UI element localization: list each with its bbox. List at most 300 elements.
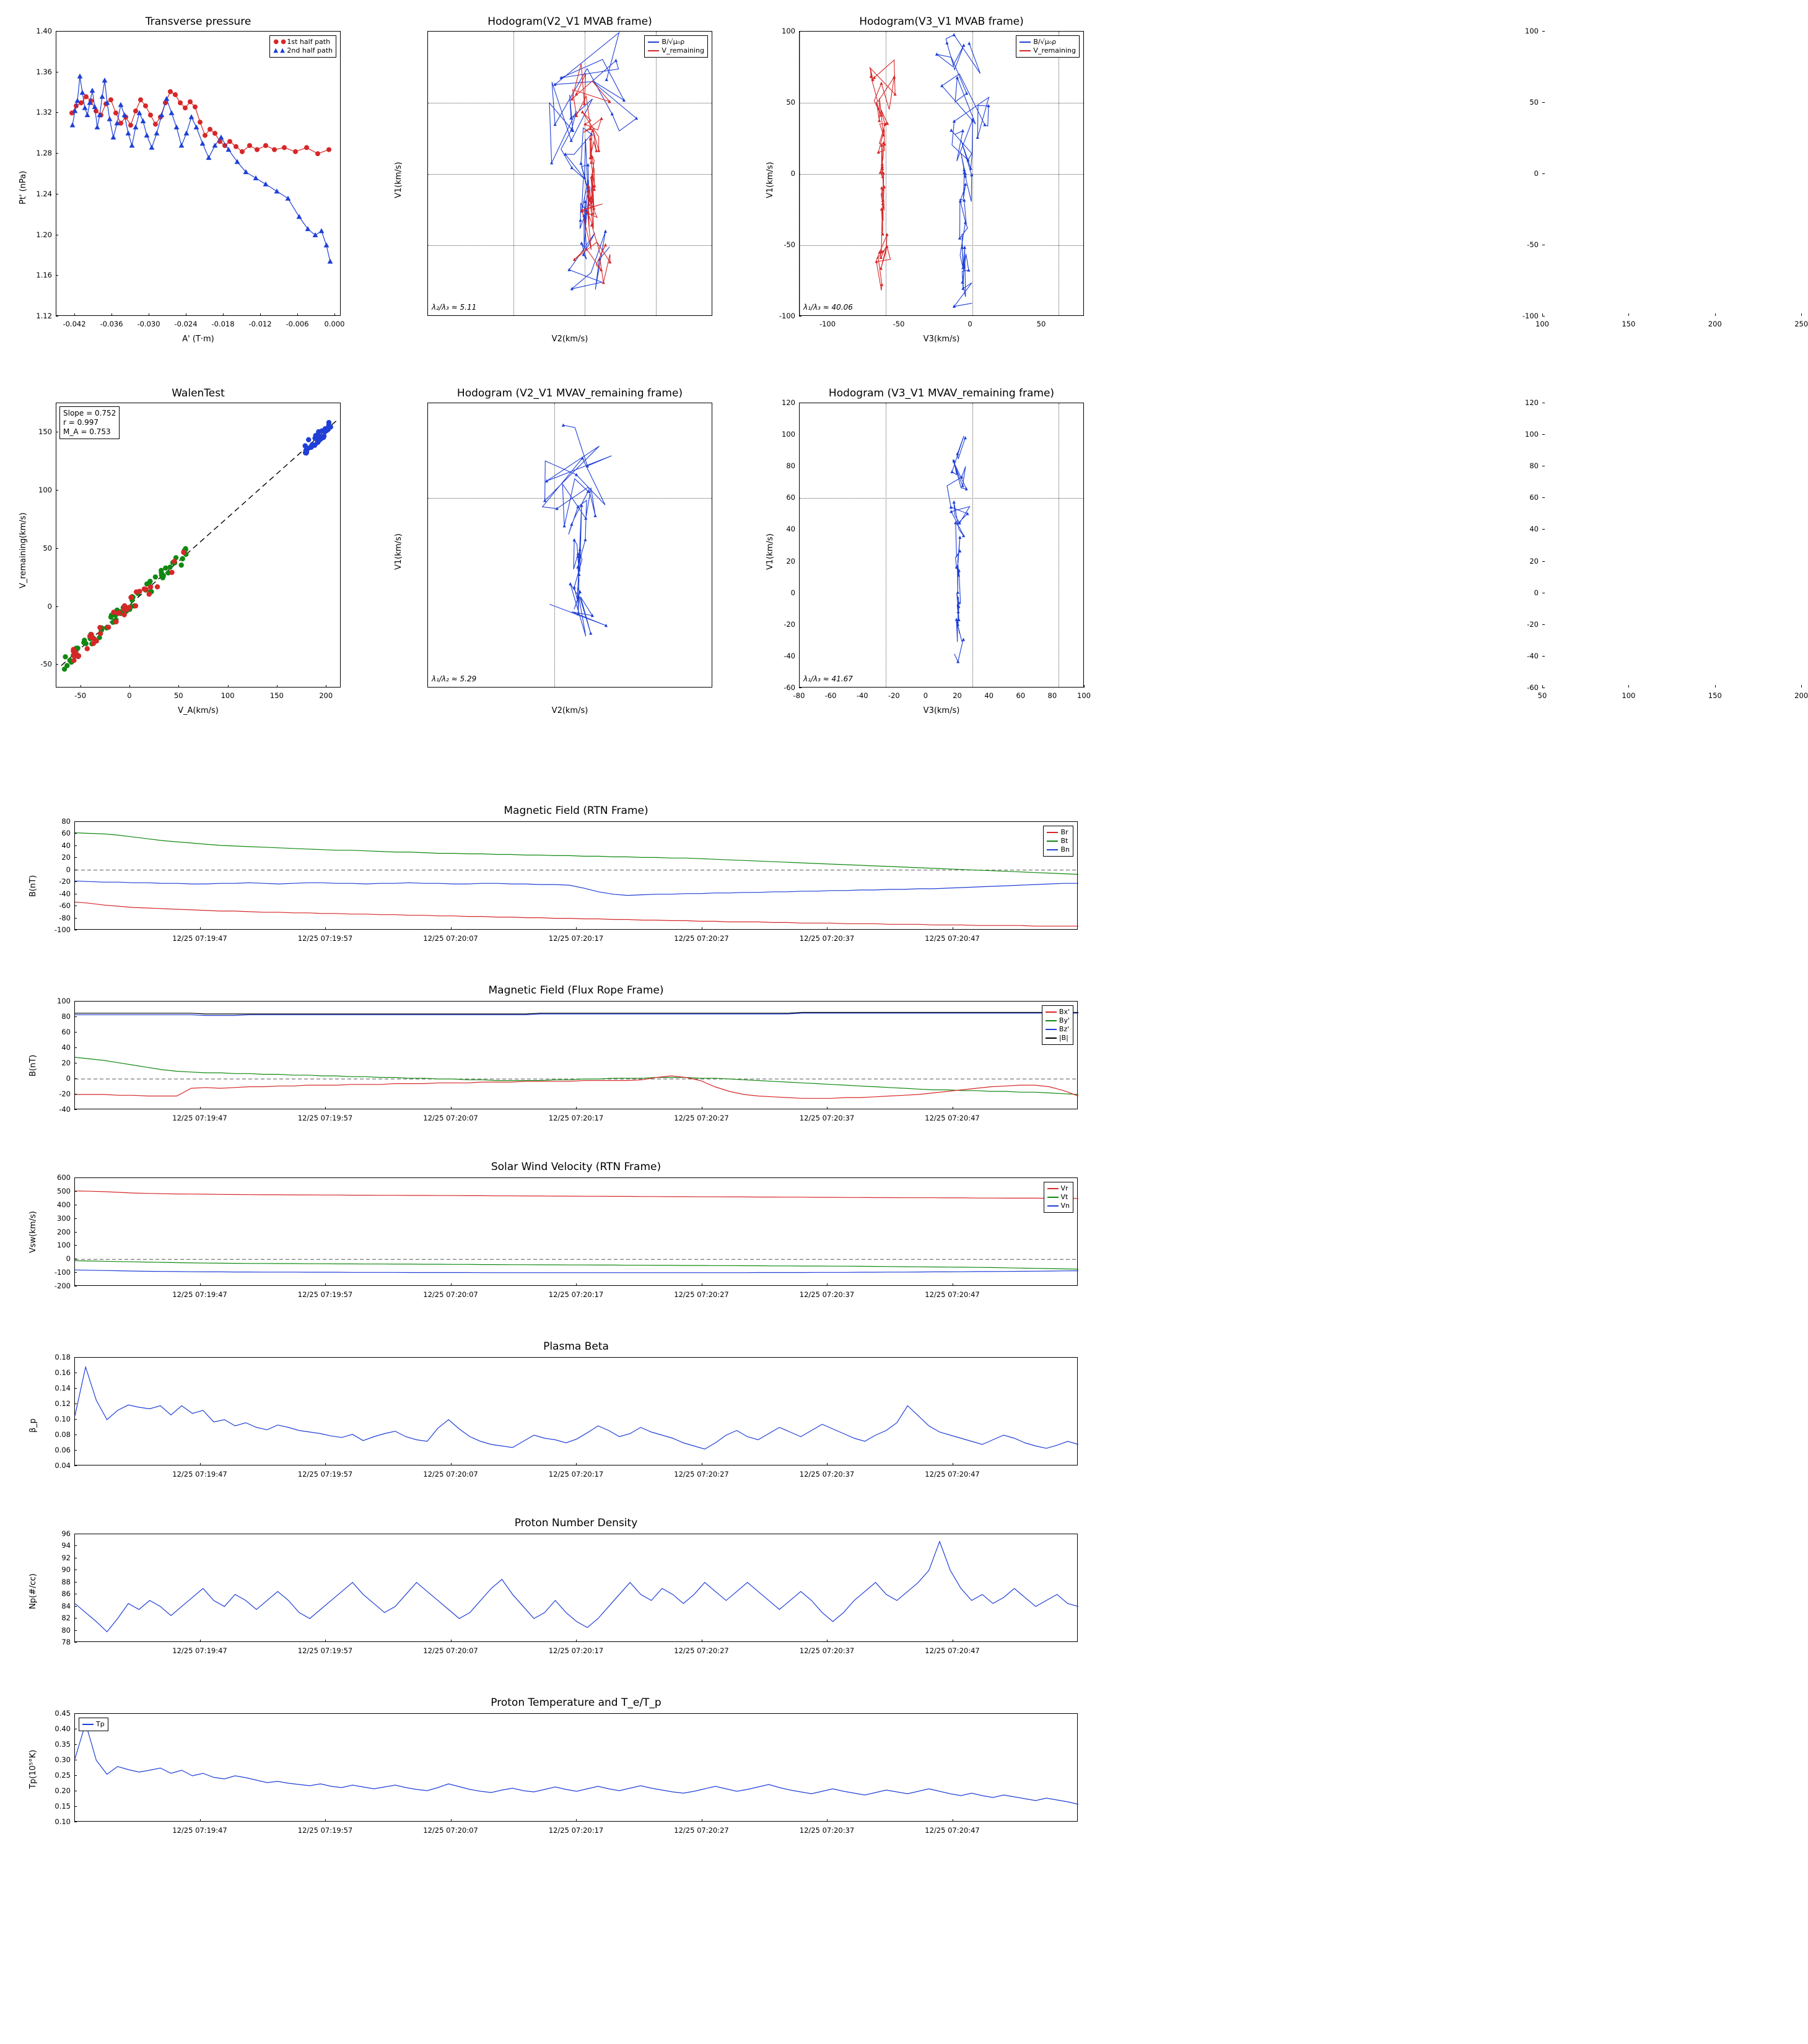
x-tick-label: 12/25 07:20:07 xyxy=(423,934,478,943)
y-tick-mark xyxy=(74,1016,77,1017)
y-tick-label: 80 xyxy=(61,817,71,826)
y-tick-label: 100 xyxy=(782,27,795,35)
panel-title: Transverse pressure xyxy=(145,15,251,28)
legend-swatch-b xyxy=(1020,41,1031,43)
y-tick-label: 600 xyxy=(57,1173,71,1182)
y-tick-label: -100 xyxy=(54,925,71,934)
y-axis-label: Tp(10⁵°K) xyxy=(28,1749,38,1789)
plot-area-transverse-pressure xyxy=(56,15,341,316)
legend-label-1: Bt xyxy=(1060,837,1068,845)
x-tick-label: 0.000 xyxy=(324,320,345,328)
x-tick-label: -0.012 xyxy=(248,320,272,328)
series-hodogram-v2v1-mvab xyxy=(428,32,713,317)
series-transverse-pressure xyxy=(56,32,341,317)
y-tick-label: 100 xyxy=(1525,430,1539,439)
y-tick-label: -60 xyxy=(1527,683,1539,692)
walen-stats-box xyxy=(59,406,120,439)
y-tick-label: 500 xyxy=(57,1186,71,1195)
x-tick-label: 12/25 07:20:07 xyxy=(423,1826,478,1835)
plot-area-proton-temperature xyxy=(74,1697,1078,1822)
x-tick-label: 12/25 07:20:27 xyxy=(674,1290,729,1299)
y-tick-mark xyxy=(56,31,58,32)
series-hodogram-v3v1-mvav xyxy=(800,403,1085,688)
y-tick-label: 1.24 xyxy=(36,189,52,198)
x-tick-label: 12/25 07:19:57 xyxy=(297,1826,353,1835)
annotation-eigenvalue-ratio: λ₁/λ₃ ≈ 40.06 xyxy=(803,303,853,312)
y-tick-label: 100 xyxy=(1525,27,1539,35)
legend-proton-temperature xyxy=(79,1718,108,1731)
legend-hodogram-v2v1-mvab xyxy=(644,35,708,58)
x-tick-label: -0.030 xyxy=(137,320,160,328)
y-tick-label: -40 xyxy=(784,651,795,660)
x-tick-label: 12/25 07:19:47 xyxy=(172,1114,227,1122)
y-tick-mark xyxy=(56,548,58,549)
y-tick-mark xyxy=(74,821,77,822)
legend-label-0: Bx' xyxy=(1059,1008,1070,1016)
legend-hodogram-v3v1-mvab xyxy=(1016,35,1080,58)
x-tick-label: -100 xyxy=(819,320,836,328)
plot-area-hodogram-v2v1-mvab xyxy=(427,15,712,316)
panel-title: Proton Temperature and T_e/T_p xyxy=(491,1697,662,1709)
y-tick-label: 92 xyxy=(61,1553,71,1562)
x-tick-label: 100 xyxy=(221,691,235,700)
x-tick-mark xyxy=(325,1819,326,1822)
y-axis-label: V1(km/s) xyxy=(766,533,775,570)
x-tick-mark xyxy=(576,927,577,930)
y-tick-label: 1.40 xyxy=(36,27,52,35)
panel-proton-number-density xyxy=(0,1511,1115,1669)
y-tick-label: 20 xyxy=(61,853,71,862)
legend-label-2: Bz' xyxy=(1059,1025,1070,1033)
panel-title: Magnetic Field (Flux Rope Frame) xyxy=(488,984,664,997)
y-axis-label: V_remaining(km/s) xyxy=(19,512,28,588)
x-tick-mark xyxy=(827,927,828,930)
y-tick-mark xyxy=(1542,624,1545,625)
y-axis-label: B(nT) xyxy=(28,1054,38,1077)
y-axis-label: V1(km/s) xyxy=(394,533,403,570)
x-tick-label: 12/25 07:20:27 xyxy=(674,1114,729,1122)
plot-area-proton-number-density xyxy=(74,1517,1078,1642)
x-tick-mark xyxy=(827,1463,828,1465)
legend-label-0: Vr xyxy=(1060,1184,1068,1192)
walen-ma: M_A = 0.753 xyxy=(63,427,111,436)
x-tick-label: 80 xyxy=(1047,691,1057,700)
x-tick-label: 50 xyxy=(1036,320,1046,328)
x-tick-label: 12/25 07:20:47 xyxy=(925,1646,980,1655)
x-tick-mark xyxy=(451,1819,452,1822)
x-tick-label: 12/25 07:20:47 xyxy=(925,1114,980,1122)
panel-proton-temperature xyxy=(0,1691,1115,1849)
x-tick-label: 12/25 07:19:47 xyxy=(172,934,227,943)
panel-title: Hodogram(V3_V1 MVAB frame) xyxy=(859,15,1024,28)
legend-solar-wind-velocity-rtn xyxy=(1044,1182,1074,1213)
y-tick-label: -50 xyxy=(1527,240,1539,249)
x-tick-label: 12/25 07:19:57 xyxy=(297,1646,353,1655)
y-tick-label: 84 xyxy=(61,1601,71,1610)
walen-r: r = 0.997 xyxy=(63,418,98,427)
panel-title: Magnetic Field (RTN Frame) xyxy=(504,805,649,817)
panel-title: Hodogram (V3_V1 MVAV_remaining frame) xyxy=(828,387,1055,400)
x-tick-mark xyxy=(576,1283,577,1286)
legend-magnetic-field-rtn xyxy=(1043,826,1073,857)
legend-marker-circle: ● ● xyxy=(273,38,287,45)
annotation-eigenvalue-ratio: λ₂/λ₃ ≈ 5.11 xyxy=(432,303,477,312)
y-tick-label: 100 xyxy=(57,997,71,1005)
y-tick-label: 0.18 xyxy=(55,1353,71,1361)
x-tick-label: 20 xyxy=(953,691,962,700)
x-tick-label: 12/25 07:20:17 xyxy=(548,1114,604,1122)
y-tick-label: -80 xyxy=(59,913,71,922)
y-tick-label: 0.20 xyxy=(55,1786,71,1795)
series-solar-wind-velocity-rtn xyxy=(75,1178,1078,1286)
x-axis-label: V3(km/s) xyxy=(923,334,960,344)
y-tick-label: 0.35 xyxy=(55,1740,71,1749)
y-tick-label: 60 xyxy=(786,493,795,502)
x-tick-label: 12/25 07:20:07 xyxy=(423,1114,478,1122)
x-tick-label: 150 xyxy=(1708,691,1722,700)
series-hodogram-v2v1-mvav xyxy=(428,403,713,688)
x-tick-label: 12/25 07:20:17 xyxy=(548,1470,604,1478)
legend-label-1: By' xyxy=(1059,1016,1070,1024)
series-hodogram-v3v1-mvab xyxy=(800,32,1085,317)
legend-label-3: |B| xyxy=(1059,1034,1068,1042)
panel-magnetic-field-rtn xyxy=(0,799,1115,957)
x-tick-mark xyxy=(325,1640,326,1642)
y-tick-mark xyxy=(74,1419,77,1420)
x-tick-label: 60 xyxy=(1016,691,1026,700)
y-tick-mark xyxy=(74,1001,77,1002)
y-tick-mark xyxy=(74,1713,77,1714)
x-tick-mark xyxy=(576,1463,577,1465)
x-tick-mark xyxy=(325,1107,326,1109)
x-tick-mark xyxy=(827,1107,828,1109)
y-tick-label: 90 xyxy=(61,1565,71,1574)
x-tick-mark xyxy=(228,685,229,688)
x-tick-label: 200 xyxy=(1708,320,1722,328)
y-tick-label: 150 xyxy=(38,427,52,436)
panel-title: Proton Number Density xyxy=(514,1517,638,1529)
panel-hodogram-v3v1-mvav xyxy=(743,372,1808,718)
y-tick-label: 40 xyxy=(61,841,71,850)
y-tick-label: 50 xyxy=(1529,98,1539,107)
y-tick-label: 86 xyxy=(61,1589,71,1599)
x-tick-label: -50 xyxy=(74,691,87,700)
x-tick-label: 40 xyxy=(984,691,994,700)
y-tick-label: -50 xyxy=(784,240,795,249)
y-tick-label: 78 xyxy=(61,1638,71,1646)
y-tick-label: 0.08 xyxy=(55,1430,71,1439)
panel-title: Plasma Beta xyxy=(543,1340,609,1353)
y-tick-label: 0.15 xyxy=(55,1802,71,1810)
y-tick-mark xyxy=(74,1744,77,1745)
legend-swatch xyxy=(1046,1037,1057,1039)
y-tick-mark xyxy=(74,1047,77,1048)
y-tick-mark xyxy=(74,845,77,846)
plot-area-walen-test xyxy=(56,387,341,688)
y-tick-label: 88 xyxy=(61,1577,71,1586)
y-tick-label: -100 xyxy=(779,312,795,320)
y-tick-label: -60 xyxy=(59,901,71,911)
x-tick-mark xyxy=(1715,685,1716,688)
y-tick-label: 1.20 xyxy=(36,230,52,239)
x-tick-label: 0 xyxy=(967,320,972,328)
x-tick-label: 100 xyxy=(1622,691,1636,700)
y-tick-label: 0 xyxy=(790,169,795,178)
y-tick-label: 1.36 xyxy=(36,67,52,76)
y-tick-mark xyxy=(56,153,58,154)
y-tick-label: 0.16 xyxy=(55,1368,71,1377)
x-tick-label: 12/25 07:20:37 xyxy=(799,1114,855,1122)
y-axis-label: Pt' (nPa) xyxy=(19,170,28,204)
x-tick-label: 12/25 07:19:47 xyxy=(172,1470,227,1478)
y-tick-mark xyxy=(74,1357,77,1358)
y-tick-mark xyxy=(74,1272,77,1273)
legend-marker-triangle: ▲ ▲ xyxy=(273,47,285,54)
y-tick-mark xyxy=(74,1218,77,1219)
y-tick-label: 1.32 xyxy=(36,108,52,117)
y-tick-mark xyxy=(74,1177,77,1178)
y-tick-mark xyxy=(1542,497,1545,498)
y-tick-label: 0 xyxy=(1534,169,1539,178)
plot-area-solar-wind-velocity-rtn xyxy=(74,1161,1078,1286)
y-tick-label: 60 xyxy=(61,1028,71,1036)
x-tick-mark xyxy=(576,1107,577,1109)
y-tick-label: -20 xyxy=(1527,619,1539,629)
y-tick-label: -100 xyxy=(54,1268,71,1277)
y-tick-label: 0 xyxy=(1534,588,1539,597)
annotation-eigenvalue-ratio: λ₁/λ₃ ≈ 41.67 xyxy=(803,675,853,683)
x-tick-label: 12/25 07:20:17 xyxy=(548,1646,604,1655)
y-tick-mark xyxy=(1542,102,1545,103)
y-tick-label: 1.28 xyxy=(36,149,52,158)
y-tick-mark xyxy=(74,1450,77,1451)
y-tick-mark xyxy=(74,833,77,834)
x-tick-mark xyxy=(1801,685,1802,688)
legend-label-1: V_remaining xyxy=(1033,46,1076,55)
x-tick-mark xyxy=(451,1283,452,1286)
y-tick-label: 120 xyxy=(1525,398,1539,407)
panel-title: WalenTest xyxy=(172,387,225,400)
y-tick-label: 100 xyxy=(782,430,795,439)
legend-label-0: Br xyxy=(1060,828,1068,836)
x-tick-mark xyxy=(297,313,298,316)
y-tick-mark xyxy=(74,1245,77,1246)
x-tick-label: 12/25 07:19:57 xyxy=(297,934,353,943)
y-tick-label: 1.16 xyxy=(36,271,52,280)
y-tick-mark xyxy=(56,275,58,276)
x-tick-label: 12/25 07:20:37 xyxy=(799,934,855,943)
legend-swatch xyxy=(1047,849,1058,850)
y-axis-label: Vsw(km/s) xyxy=(28,1210,38,1253)
y-tick-label: 0.10 xyxy=(55,1817,71,1826)
plot-area-hodogram-v3v1-mvab xyxy=(799,15,1084,316)
x-tick-mark xyxy=(451,1640,452,1642)
x-tick-label: -0.036 xyxy=(100,320,123,328)
x-tick-label: 12/25 07:20:27 xyxy=(674,934,729,943)
x-tick-label: -60 xyxy=(824,691,837,700)
x-axis-label: A' (T·m) xyxy=(182,334,214,344)
x-tick-mark xyxy=(827,1640,828,1642)
panel-hodogram-v3v1-mvab xyxy=(743,0,1808,347)
legend-label-1: Vt xyxy=(1060,1193,1068,1201)
y-tick-mark xyxy=(74,1465,77,1466)
x-tick-mark xyxy=(178,685,179,688)
x-tick-label: 0 xyxy=(923,691,928,700)
legend-label-1: 2nd half path xyxy=(287,46,333,55)
x-axis-label: V_A(km/s) xyxy=(178,706,219,715)
panel-title: Hodogram(V2_V1 MVAB frame) xyxy=(487,15,652,28)
y-tick-label: 60 xyxy=(61,829,71,838)
y-tick-mark xyxy=(74,1388,77,1389)
x-tick-label: 12/25 07:20:17 xyxy=(548,934,604,943)
panel-plasma-beta xyxy=(0,1335,1115,1493)
y-axis-label: Np(#/cc) xyxy=(28,1573,38,1609)
y-tick-mark xyxy=(74,1630,77,1631)
y-tick-label: 1.12 xyxy=(36,312,52,320)
y-tick-label: 60 xyxy=(1529,493,1539,502)
x-tick-mark xyxy=(576,1819,577,1822)
y-tick-label: 40 xyxy=(61,1043,71,1052)
x-tick-label: 200 xyxy=(1794,691,1808,700)
y-tick-mark xyxy=(74,1642,77,1643)
y-tick-mark xyxy=(74,1806,77,1807)
legend-swatch xyxy=(1047,1197,1059,1198)
y-tick-mark xyxy=(1542,316,1545,317)
y-axis-label: V1(km/s) xyxy=(394,162,403,198)
x-tick-label: 12/25 07:20:47 xyxy=(925,1290,980,1299)
x-tick-label: 50 xyxy=(173,691,183,700)
y-axis-label: β_p xyxy=(28,1418,38,1433)
x-tick-label: 12/25 07:19:57 xyxy=(297,1114,353,1122)
y-tick-mark xyxy=(74,1109,77,1110)
x-tick-label: 12/25 07:19:57 xyxy=(297,1470,353,1478)
y-tick-label: -40 xyxy=(59,889,71,898)
x-tick-label: 0 xyxy=(127,691,132,700)
x-tick-mark xyxy=(200,1283,201,1286)
series-proton-temperature xyxy=(75,1714,1078,1822)
y-tick-label: 0 xyxy=(66,865,71,874)
y-tick-label: 300 xyxy=(57,1213,71,1223)
y-tick-label: 100 xyxy=(57,1241,71,1250)
x-tick-mark xyxy=(827,1819,828,1822)
y-tick-mark xyxy=(74,1545,77,1546)
x-tick-mark xyxy=(260,313,261,316)
x-tick-label: 12/25 07:19:47 xyxy=(172,1826,227,1835)
x-axis-label: V2(km/s) xyxy=(551,706,588,715)
x-tick-mark xyxy=(1628,313,1629,316)
y-tick-label: 0.30 xyxy=(55,1755,71,1764)
y-tick-mark xyxy=(74,1606,77,1607)
legend-swatch xyxy=(1047,1205,1059,1207)
x-tick-mark xyxy=(451,1107,452,1109)
legend-swatch xyxy=(1046,1020,1057,1021)
legend-swatch xyxy=(1047,841,1058,842)
legend-label-0: Tp xyxy=(96,1720,105,1728)
x-tick-label: -80 xyxy=(793,691,805,700)
x-tick-label: -0.042 xyxy=(63,320,86,328)
x-tick-mark xyxy=(200,1819,201,1822)
x-tick-mark xyxy=(200,1107,201,1109)
y-tick-mark xyxy=(1542,434,1545,435)
y-tick-label: 20 xyxy=(61,1059,71,1067)
legend-label-2: Bn xyxy=(1060,845,1070,854)
y-tick-label: 0.25 xyxy=(55,1771,71,1780)
y-tick-label: 20 xyxy=(786,556,795,566)
x-tick-mark xyxy=(200,1640,201,1642)
series-walen-test xyxy=(56,403,341,688)
x-tick-label: 250 xyxy=(1794,320,1808,328)
series-proton-number-density xyxy=(75,1534,1078,1643)
x-tick-label: -20 xyxy=(888,691,900,700)
x-tick-label: 12/25 07:20:17 xyxy=(548,1290,604,1299)
y-tick-label: 0.40 xyxy=(55,1724,71,1733)
x-tick-label: 150 xyxy=(1622,320,1636,328)
x-tick-mark xyxy=(200,927,201,930)
y-tick-label: 94 xyxy=(61,1541,71,1550)
x-tick-label: 12/25 07:19:47 xyxy=(172,1646,227,1655)
y-tick-label: 50 xyxy=(786,98,795,107)
legend-swatch-b xyxy=(648,41,659,43)
x-tick-mark xyxy=(1628,685,1629,688)
y-tick-label: -50 xyxy=(40,660,52,669)
y-tick-label: -20 xyxy=(59,877,71,886)
y-tick-label: 0.45 xyxy=(55,1709,71,1718)
y-tick-label: 100 xyxy=(38,485,52,494)
x-tick-mark xyxy=(111,313,112,316)
x-axis-label: V3(km/s) xyxy=(923,706,960,715)
y-tick-label: 120 xyxy=(782,398,795,407)
annotation-eigenvalue-ratio: λ₁/λ₂ ≈ 5.29 xyxy=(432,675,477,683)
x-tick-mark xyxy=(576,1640,577,1642)
legend-label-0: B/√μ₀ρ xyxy=(662,38,685,46)
y-tick-label: 0.10 xyxy=(55,1415,71,1423)
x-tick-mark xyxy=(1801,313,1802,316)
x-tick-mark xyxy=(200,1463,201,1465)
x-tick-label: 12/25 07:20:37 xyxy=(799,1646,855,1655)
y-tick-mark xyxy=(74,881,77,882)
y-tick-label: -100 xyxy=(1522,312,1539,320)
x-tick-mark xyxy=(451,927,452,930)
x-tick-label: 100 xyxy=(1535,320,1549,328)
x-tick-label: 12/25 07:20:47 xyxy=(925,1470,980,1478)
x-tick-mark xyxy=(325,1283,326,1286)
x-tick-label: 100 xyxy=(1077,691,1091,700)
legend-label-0: B/√μ₀ρ xyxy=(1033,38,1057,46)
x-tick-label: 12/25 07:20:47 xyxy=(925,1826,980,1835)
x-tick-label: 12/25 07:20:47 xyxy=(925,934,980,943)
y-tick-mark xyxy=(74,1775,77,1776)
y-tick-mark xyxy=(74,857,77,858)
x-tick-label: -0.006 xyxy=(286,320,309,328)
x-tick-label: 12/25 07:20:07 xyxy=(423,1646,478,1655)
x-tick-label: -50 xyxy=(893,320,905,328)
x-tick-mark xyxy=(1715,313,1716,316)
x-tick-label: 50 xyxy=(1537,691,1547,700)
y-tick-label: 50 xyxy=(43,543,52,552)
y-tick-label: 96 xyxy=(61,1529,71,1538)
y-tick-label: 200 xyxy=(57,1227,71,1236)
x-tick-mark xyxy=(325,927,326,930)
y-axis-label: B(nT) xyxy=(28,875,38,897)
y-tick-label: -20 xyxy=(59,1090,71,1098)
x-tick-label: 12/25 07:20:17 xyxy=(548,1826,604,1835)
panel-magnetic-field-flux-rope xyxy=(0,979,1115,1137)
plot-area-magnetic-field-flux-rope xyxy=(74,984,1078,1109)
legend-transverse-pressure xyxy=(269,35,336,58)
legend-swatch xyxy=(1046,1029,1057,1030)
legend-label-0: 1st half path xyxy=(287,38,331,46)
y-tick-mark xyxy=(56,606,58,607)
